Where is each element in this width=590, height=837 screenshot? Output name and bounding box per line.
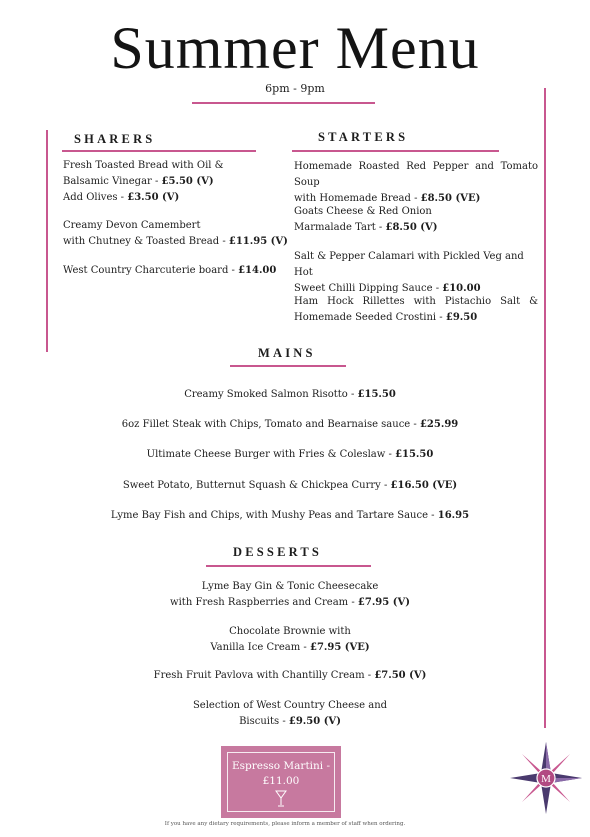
item-price: £15.50 (395, 449, 434, 460)
sharer-item: Creamy Devon Camembert with Chutney & Toasted Bread - £11.95 (V) (63, 220, 288, 247)
right-border-line (544, 88, 546, 728)
main-item: Ultimate Cheese Burger with Fries & Coleslaw - £15.50 (146, 449, 434, 460)
starter-item: Salt & Pepper Calamari with Pickled Veg and Hot Sweet Chilli Dipping Sauce - £10.00 (294, 251, 524, 294)
sharers-heading: SHARERS (74, 132, 156, 146)
promo-price: £11.00 (262, 775, 300, 787)
martini-glass-icon (275, 790, 287, 808)
starter-item: Goats Cheese & Red Onion Marmalade Tart - £8.50 (V) (294, 206, 438, 233)
main-item: Creamy Smoked Salmon Risotto - £15.50 (184, 389, 396, 400)
logo-letter: M (541, 773, 551, 785)
main-item: Lyme Bay Fish and Chips, with Mushy Peas and Tartare Sauce - 16.95 (110, 510, 470, 521)
desserts-divider (206, 565, 371, 567)
starter-item: Ham Hock Rillettes with Pistachio Salt & Homemade Seeded Crostini - £9.50 (294, 296, 538, 323)
item-price: £7.95 (309, 642, 342, 653)
starters-heading: STARTERS (318, 130, 409, 144)
dessert-item: Selection of West Country Cheese and Biscuits - £9.50 (V) (192, 700, 388, 727)
main-item: 6oz Fillet Steak with Chips, Tomato and Bearnaise sauce - £25.99 (121, 419, 459, 430)
sharer-item: Fresh Toasted Bread with Oil & Balsamic Vinegar - £5.50 (V) Add Olives - £3.50 (V) (63, 160, 224, 203)
service-hours: 6pm - 9pm (265, 82, 325, 95)
main-item: Sweet Potato, Butternut Squash & Chickpea Curry - £16.50 (VE) (122, 480, 458, 491)
item-price: £3.50 (127, 192, 159, 203)
item-price: £9.50 (445, 312, 478, 323)
item-price: £8.50 (385, 222, 417, 233)
desserts-heading: DESSERTS (233, 545, 323, 559)
item-price: £5.50 (161, 176, 193, 187)
item-price: £11.95 (228, 236, 268, 247)
dessert-item: Chocolate Brownie with Vanilla Ice Cream - £7.95 (VE) (210, 626, 370, 653)
item-price: £16.50 (390, 480, 429, 491)
sharer-item: West Country Charcuterie board - £14.00 (63, 265, 277, 276)
sharers-divider (62, 150, 256, 152)
left-border-line (46, 130, 48, 352)
starters-divider (292, 150, 499, 152)
item-price: £25.99 (419, 419, 459, 430)
item-price: £7.50 (374, 670, 406, 681)
compass-star-icon (508, 740, 584, 816)
item-price: 16.95 (437, 510, 470, 521)
item-price: £8.50 (420, 193, 452, 204)
espresso-martini-promo (221, 746, 341, 818)
dietary-notice: If you have any dietary requirements, please inform a member of staff when ordering. (164, 821, 406, 827)
mains-heading: MAINS (258, 346, 316, 360)
promo-title: Espresso Martini - (231, 760, 331, 772)
mains-divider (230, 365, 346, 367)
item-price: £9.50 (288, 716, 321, 727)
item-price: £14.00 (238, 265, 277, 276)
item-price: £7.95 (357, 597, 390, 608)
dessert-item: Lyme Bay Gin & Tonic Cheesecake with Fresh Raspberries and Cream - £7.95 (V) (170, 581, 410, 608)
dessert-item: Fresh Fruit Pavlova with Chantilly Cream - £7.50 (V) (153, 670, 427, 681)
starter-item: Homemade Roasted Red Pepper and Tomato Soup with Homemade Bread - £8.50 (VE) (294, 161, 538, 204)
item-price: £10.00 (442, 283, 481, 294)
menu-title: Summer Menu (110, 15, 480, 81)
title-divider (192, 102, 375, 104)
item-price: £15.50 (357, 389, 396, 400)
